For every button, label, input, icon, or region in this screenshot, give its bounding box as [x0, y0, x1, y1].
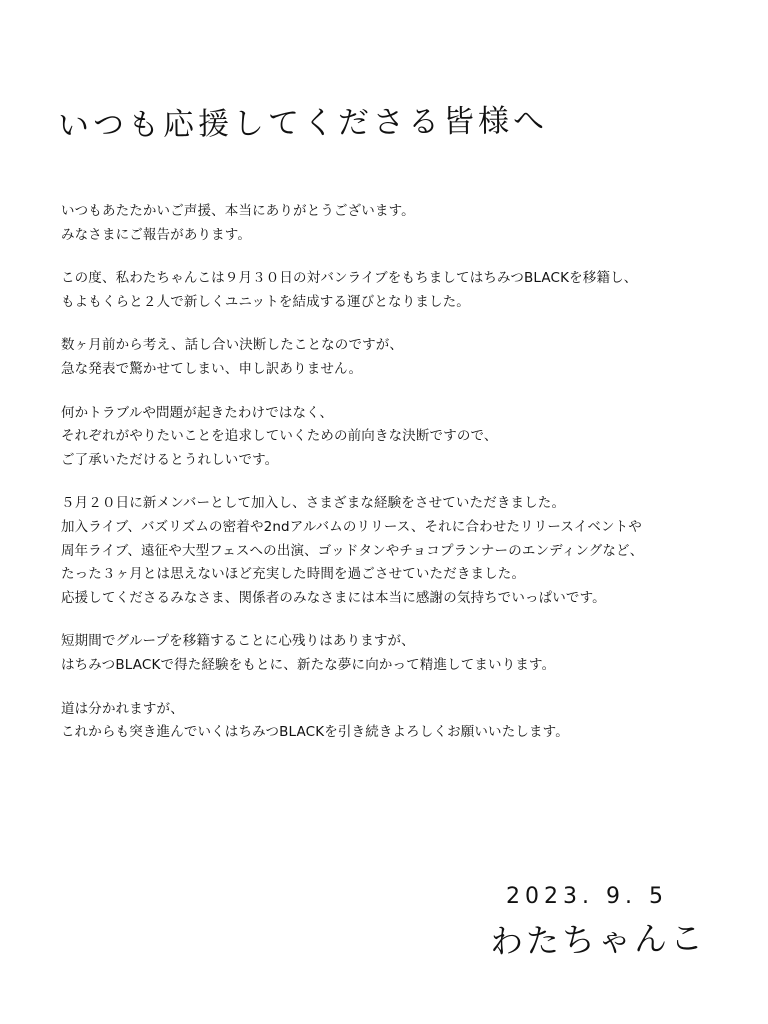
signature-block — [489, 880, 707, 964]
paragraph-announcement — [61, 267, 741, 314]
letter-date: 2023. 9. 5 — [506, 884, 668, 909]
body-line: 周年ライブ、遠征や大型フェスへの出演、ゴッドタンやチョコプランナーのエンディングなど、 — [61, 542, 644, 559]
body-line: 数ヶ月前から考え、話し合い決断したことなのですが、 — [61, 337, 404, 354]
paragraph-reason — [61, 402, 741, 473]
letter-body — [61, 200, 741, 765]
body-line: ５月２０日に新メンバーとして加入し、さまざまな経験をさせていただきました。 — [61, 495, 566, 512]
body-line: この度、私わたちゃんこは９月３０日の対バンライブをもちましてはちみつBLACKを移籍し、 — [61, 270, 638, 287]
paragraph-closing — [61, 698, 741, 745]
body-line: 応援してくださるみなさま、関係者のみなさまには本当に感謝の気持ちでいっぱいです。 — [61, 589, 606, 606]
body-line: ご了承いただけるとうれしいです。 — [61, 451, 279, 468]
body-line: 加入ライブ、バズリズムの密着や2ndアルバムのリリース、それに合わせたリリースイベントや — [61, 518, 642, 535]
body-line: もよもくらと２人で新しくユニットを結成する運びとなりました。 — [61, 293, 470, 310]
body-line: たった３ヶ月とは思えないほど充実した時間を過ごさせていただきました。 — [61, 566, 526, 583]
letter-title: いつも応援してくださる皆様へ — [57, 102, 549, 144]
signature-name: わたちゃんこ — [489, 918, 707, 961]
paragraph-apology — [61, 334, 741, 381]
body-line: 道は分かれますが、 — [61, 700, 184, 717]
body-line: みなさまにご報告があります。 — [61, 226, 252, 243]
body-line: はちみつBLACKで得た経験をもとに、新たな夢に向かって精進してまいります。 — [61, 656, 556, 673]
body-line: それぞれがやりたいことを追求していくための前向きな決断ですので、 — [61, 428, 498, 445]
body-line: いつもあたたかいご声援、本当にありがとうございます。 — [61, 203, 415, 219]
paragraph-greeting — [61, 200, 741, 247]
body-line: 急な発表で驚かせてしまい、申し訳ありません。 — [61, 360, 363, 377]
body-line: これからも突き進んでいくはちみつBLACKを引き続きよろしくお願いいたします。 — [61, 724, 569, 741]
body-line: 何かトラブルや問題が起きたわけではなく、 — [61, 404, 334, 421]
body-line: 短期間でグループを移籍することに心残りはありますが、 — [61, 633, 415, 650]
paragraph-future — [61, 630, 741, 677]
paragraph-experience — [61, 492, 741, 610]
